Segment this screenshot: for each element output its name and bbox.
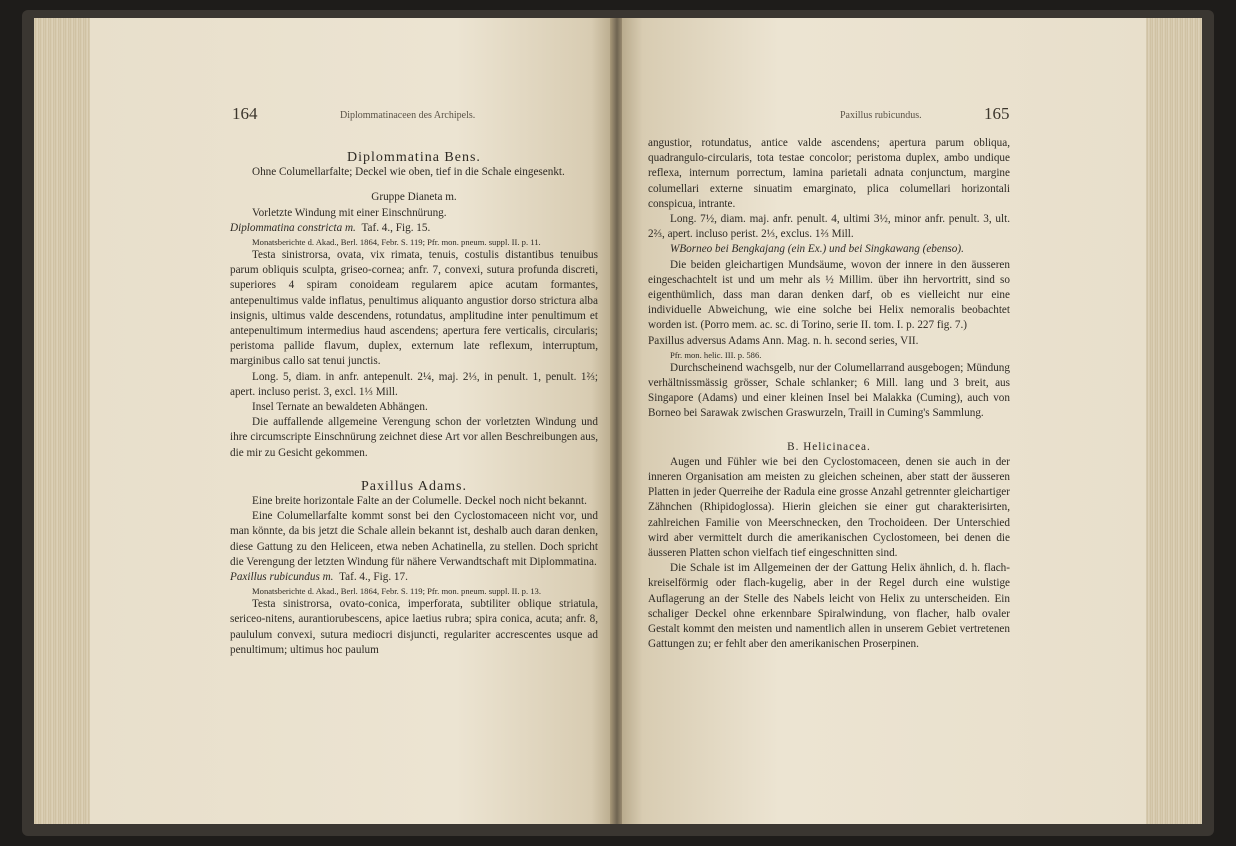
plate-ref: Taf. 4., Fig. 17. <box>339 571 408 584</box>
page-number: 164 <box>232 104 258 123</box>
right-page-edges <box>1142 18 1202 824</box>
left-page-body <box>230 150 598 658</box>
right-page <box>622 18 1146 824</box>
paragraph: Ohne Columellarfalte; Deckel wie oben, tief in die Schale eingesenkt. <box>252 166 565 179</box>
section-heading: B. Helicinacea. <box>787 440 871 453</box>
paragraph: Eine Columellarfalte kommt sonst bei den Cyclostomaceen nicht vor, und man könnte, da bis jetzt die Schale allein bekannt ist, deshalb auch daran denken, diese Gattung zu den Heliceen, etwa neben Achatinella, zu stellen. Doch spricht die Verengung der letzten Windung für nähere Verwandtschaft mit Diplommatina. <box>230 510 598 568</box>
group-heading: Gruppe Dianeta m. <box>371 191 457 204</box>
page-number: 165 <box>984 104 1010 123</box>
latin-description: Testa sinistrorsa, ovato-conica, imperforata, subtiliter oblique striatula, sericeo-nitens, aurantiorubescens, apice laetius rubra; spira conica, acuta; anfr. 8, paululum convexi, sutura mediocri disjuncti, regulariter accrescentes usque ad penultimum; ultimus hoc paulum <box>230 598 598 656</box>
left-page-edges <box>34 18 94 824</box>
citation: Monatsberichte d. Akad., Berl. 1864, Febr. S. 119; Pfr. mon. pneum. suppl. II. p. 13. <box>252 586 541 597</box>
species-line <box>230 221 598 236</box>
locality: Insel Ternate an bewaldeten Abhängen. <box>252 401 428 414</box>
measurements: Long. 7½, diam. maj. anfr. penult. 4, ultimi 3½, minor anfr. penult. 3, ult. 2⅔, apert. incluso perist. 2⅓, exclus. 1⅔ Mill. <box>648 213 1010 241</box>
citation: Pfr. mon. helic. III. p. 586. <box>670 349 762 360</box>
paragraph: Durchscheinend wachsgelb, nur der Columellarrand ausgebogen; Mündung verhältnissmässig grösser, Schale schlanker; 6 Mill. lang und 3 breit, aus Singapore (Adams) und einer kleinen Insel bei Malakka (Cuming), auch von Borneo bei Sarawak zwischen Graswurzeln, Traill in Cuming's Sammlung. <box>648 361 1010 420</box>
right-page-body <box>648 136 1010 653</box>
paragraph: Die Schale ist im Allgemeinen der der Gattung Helix ähnlich, d. h. flach-kreiselförmig oder flach-kugelig, aber in der Regel durch eine wulstige Auflagerung an der Stelle des Nabels leicht von Helix zu unterscheiden. Ein schaliger Deckel ohne erkennbare Spiralwindung, von flacher, halb ovaler Gestalt kommt den meisten und namentlich allen in unserem Gebiet vertretenen Gattungen zu; er fehlt aber den amerikanischen Proserpinen. <box>648 562 1010 651</box>
paragraph: Eine breite horizontale Falte an der Columelle. Deckel noch nicht bekannt. <box>252 495 587 508</box>
species-name: Paxillus rubicundus m. <box>230 571 334 584</box>
plate-ref: Taf. 4., Fig. 15. <box>361 221 431 234</box>
paragraph: Vorletzte Windung mit einer Einschnürung. <box>252 206 447 219</box>
paragraph: Die auffallende allgemeine Verengung schon der vorletzten Windung und ihre circumscripte Einschnürung zeichnet diese Art vor allen Beschreibungen aus, die mir zu Gesicht gekommen. <box>230 416 598 459</box>
citation: Monatsberichte d. Akad., Berl. 1864, Febr. S. 119; Pfr. mon. pneum. suppl. II. p. 11. <box>252 237 541 248</box>
measurements: Long. 5, diam. in anfr. antepenult. 2¼, maj. 2⅓, in penult. 1, penult. 1⅔; apert. incluso perist. 3, excl. 1⅓ Mill. <box>230 370 598 398</box>
paragraph: Die beiden gleichartigen Mundsäume, wovon der innere in den äusseren eingeschachtelt ist und um mehr als ½ Millim. über ihn hervortritt, sind so eigenthümlich, dass man daran denken darf, ob es vielleicht nur eine individuelle Abweichung, wie eine solche bei Helix nemoralis beobachtet worden ist. (Porro mem. ac. sc. di Torino, serie II. tom. I. p. 227 fig. 7.) <box>648 258 1010 332</box>
species-name: Diplommatina constricta m. <box>230 221 356 234</box>
running-head: Paxillus rubicundus. <box>840 110 922 121</box>
genus-heading: Diplommatina Bens. <box>347 150 481 165</box>
locality: WBorneo bei Bengkajang (ein Ex.) und bei Singkawang (ebenso). <box>670 243 964 256</box>
genus-heading: Paxillus Adams. <box>360 478 467 494</box>
species-line <box>230 570 598 585</box>
latin-description: Testa sinistrorsa, ovata, vix rimata, tenuis, costulis distantibus tenuibus parum obliquis sculpta, griseo-cornea; anfr. 7, convexi, sutura profunda discreti, superiores 4 spiram conoideam regularem apice acutam formantes, antepenultimus valde inflatus, penultimus aliquanto angustior dorso strictura alba insignis, ultimus valde descendens, rotundatus, amplitudine inter penultimum et antepenultimum intermedius haud ascendens; apertura fere verticalis, circularis; peristoma pallide flavum, duplex, externum late reflexum, interruptum, marginibus callo sat tenui junctis. <box>230 249 598 368</box>
species-line: Paxillus adversus Adams Ann. Mag. n. h. second series, VII. <box>648 334 919 347</box>
latin-description: angustior, rotundatus, antice valde ascendens; apertura parum obliqua, quadrangulo-circularis, tota testae concolor; peristoma duplex, ambo undique reflexa, internum porrectum, lamina parietali adnata conjunctum, margine columellari externe sinuatim emarginato, plica columellari horizontali conspicua, intrante. <box>648 137 1010 210</box>
left-page <box>90 18 612 824</box>
running-head: Diplommatinaceen des Archipels. <box>340 110 476 121</box>
paragraph: Augen und Fühler wie bei den Cyclostomaceen, denen sie auch in der inneren Organisation am meisten zu gleichen scheinen, aber statt der äusseren Platten in jeder Querreihe der Radula eine grosse Anzahl getrennter gleichartiger Zähnchen (Rhipidoglossa). Hierin gleichen sie einer gut charakterisirten, zahlreichen Familie von Meerschnecken, den Trochoideen. Der Unterschied wird aber vermittelt durch die amerikanischen Cyclostomeen, bei denen die äusseren Platten schon vielfach tief eingeschnitten sind. <box>648 455 1010 560</box>
